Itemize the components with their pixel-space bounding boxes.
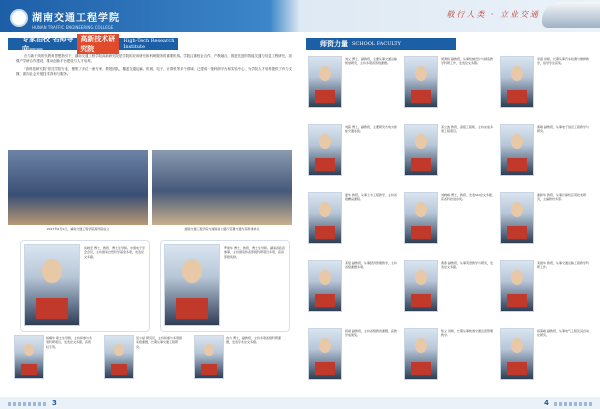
event-photo (152, 150, 292, 225)
right-section-title: 师资力量 (320, 40, 348, 48)
faculty-portrait (500, 260, 534, 312)
faculty-bio: 黄敏 副教授，从事电子信息工程教学与研究。 (537, 125, 589, 134)
left-section-title: 专家治校 名师导向—— (22, 35, 74, 53)
page-number-left: 3 (52, 399, 57, 407)
faculty-bio: 周清桥 副教授，从事机械设计与制造教学科研工作，发表论文多篇。 (441, 57, 493, 66)
faculty-portrait (308, 328, 342, 380)
left-section-bar (8, 35, 178, 53)
left-section-highlight: 高新技术研究院 (77, 34, 119, 54)
faculty-bio: 李嵩 讲师，长期从事汽车检测与维修教学，指导学生获奖。 (537, 57, 589, 66)
faculty-portrait (404, 328, 438, 380)
intro-text (16, 54, 292, 77)
faculty-bio: 黄燕 副教授，从事英语教学与研究，发表论文多篇。 (441, 261, 493, 270)
faculty-bio: 刘晓峰 博士，教授，发表SCI论文多篇，获省科技进步奖。 (441, 193, 495, 202)
faculty-bio: 谢新华 教授，从事计算机应用技术研究，主编教材多部。 (537, 193, 586, 202)
faculty-portrait (24, 244, 80, 326)
faculty-portrait (500, 124, 534, 176)
footer-decoration (554, 402, 594, 406)
right-section-bar (306, 38, 456, 50)
footer-decoration (8, 402, 48, 406)
faculty-portrait (404, 260, 438, 312)
left-section-title-en: High-Tech Research Institute (123, 38, 175, 50)
faculty-portrait (308, 260, 342, 312)
faculty-portrait (500, 328, 534, 380)
faculty-bio: 吴少斌 研究员，主持和参与多项国家级课题，长期从事交通工程研究。 (136, 336, 182, 349)
photo-caption: 2017年6月1日，湖南交通工程学院高科院成立 (46, 227, 110, 231)
faculty-portrait (194, 335, 224, 379)
faculty-portrait (404, 192, 438, 244)
faculty-bio: 杨耀华 硕士生导师，主持和参与多项科研项目，发表论文多篇，获授权专利。 (46, 336, 92, 349)
right-page (300, 0, 600, 409)
school-name: 湖南交通工程学院 (32, 13, 120, 24)
faculty-bio: 邓振华 教授，从事交通运输工程教学科研工作。 (537, 261, 589, 270)
faculty-bio: 杨翊 副教授，主持省级教改课题，获教学成果奖。 (345, 329, 397, 338)
faculty-bio: 汤晓安 博士，教授、博士生导师。中国电子学会会员，主持国家自然科学基金多项，发表论文多篇。 (84, 246, 145, 259)
faculty-bio: 刘义 博士，副教授，主要从事交通运输规划研究，主持多项省部级课题。 (345, 57, 397, 66)
faculty-bio: 刘超 博士，副教授，主要研究方向为智能交通系统。 (345, 125, 397, 134)
faculty-portrait (308, 124, 342, 176)
footer-band (0, 397, 600, 409)
faculty-bio: 冉力 博士，副教授，主持多项省级科研课题，发表学术论文多篇。 (226, 336, 281, 345)
faculty-bio: 夏华 教授，从事土木工程教学，主持省级精品课程。 (345, 193, 397, 202)
intro-paragraph: “高科技研究院”依托学院专业，聚集了多位一流专家、教授团队，覆盖交通运输、机械、电子、计算机等多个领域；已建成一批科研平台和实验中心，为学院人才培养提供了有力支撑，面向社会开展技术咨询与服务。 (16, 67, 292, 77)
faculty-portrait (308, 192, 342, 244)
faculty-bio: 邓楚 副教授，从事经济管理教学，主持省级课题多项。 (345, 261, 397, 270)
right-section-title-en: SCHOOL FACULTY (352, 41, 401, 47)
event-photo (8, 150, 148, 225)
page-number-right: 4 (544, 399, 549, 407)
faculty-portrait (308, 56, 342, 108)
school-name-en: HUNAN TRAFFIC ENGINEERING COLLEGE (32, 25, 114, 30)
faculty-portrait (14, 335, 44, 379)
faculty-portrait (104, 335, 134, 379)
faculty-bio: 熊义 讲师，长期从事轨道交通运营管理教学。 (441, 329, 493, 338)
photo-caption: 湖南交通工程学院与湖南省公路厅签署交通与高科建协议 (184, 227, 260, 231)
faculty-portrait (404, 56, 438, 108)
faculty-bio: 罗建华 博士，教授，博士生导师。湖南省政府参事，主持国家和省部级科研项目多项，获省部级奖励。 (224, 246, 285, 259)
slogan: 敬行人类 · 立业交通 (446, 10, 540, 19)
faculty-portrait (500, 56, 534, 108)
faculty-portrait (404, 124, 438, 176)
intro-paragraph: 在与新干线的代教育思想指引下，湖南交通工程学院高新研究院是学院的应用研究和科研服务的重要机构。学院注重校企合作、产教融合，推进先进的智能交通与信息工程研究，加强产学研合作建设，推动创新平台建设与人才培养。 (16, 54, 292, 64)
faculty-portrait (164, 244, 220, 326)
faculty-bio: 杨海峰 副教授，从事电气工程及其自动化研究。 (537, 329, 589, 338)
faculty-portrait (500, 192, 534, 244)
faculty-bio: 邓立波 教授，高级工程师，主持完成多项工程项目。 (441, 125, 493, 134)
